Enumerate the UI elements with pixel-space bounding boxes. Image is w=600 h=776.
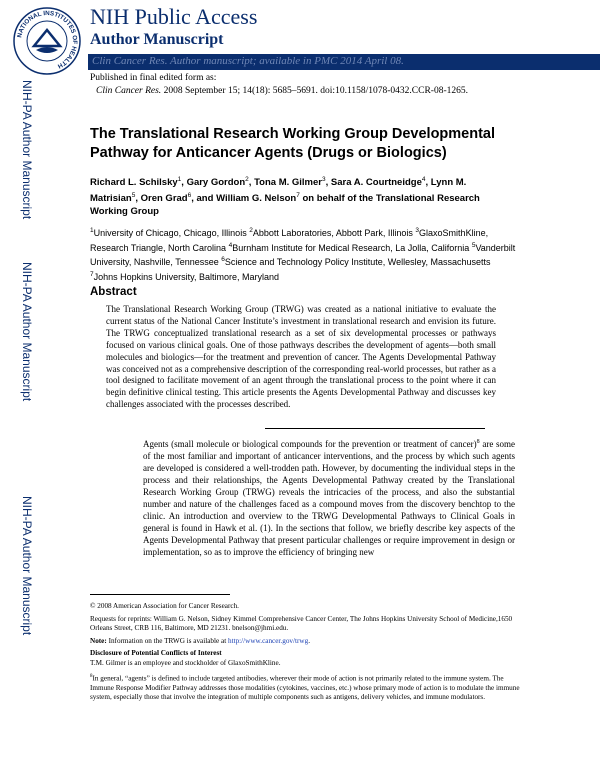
header-subtitle: Author Manuscript <box>90 31 224 48</box>
author-list <box>90 173 510 218</box>
author-name: William G. Nelson <box>216 193 297 205</box>
affil-text: Burnham Institute for Medical Research, La Jolla, California <box>232 242 472 253</box>
article-title: The Translational Research Working Group Developmental Pathway for Anticancer Agents (Drugs or Biologics) <box>90 126 496 161</box>
copyright-note: © 2008 American Association for Cancer Research. <box>90 602 239 610</box>
author-sep: , <box>425 177 431 189</box>
affil-sup: 4 <box>228 241 233 249</box>
trwg-note <box>90 637 520 647</box>
note-label: Note: <box>90 636 107 645</box>
affil-sup: 5 <box>471 241 476 249</box>
author-sup: 1 <box>177 176 182 183</box>
footnote-8-marker: 8 <box>90 673 93 679</box>
footnote-divider <box>90 594 230 595</box>
reprints-note: Requests for reprints: William G. Nelson, Sidney Kimmel Comprehensive Cancer Center, The Johns Hopkins University School of Medicine,1650 Orleans Street, CRB 116, Baltimore, MD 21231. bnelson@jhmi.edu. <box>90 614 513 633</box>
logo-text: NATIONAL INSTITUTES OF HEALTH <box>16 9 79 70</box>
disclosure-heading: Disclosure of Potential Conflicts of Interest <box>90 649 222 658</box>
disclosure-text: T.M. Gilmer is an employee and stockholder of GlaxoSmithKline. <box>90 658 281 667</box>
body-text-start: Agents (small molecule or biological compounds for the prevention or treatment of cancer) <box>143 439 477 449</box>
author-name: Sara A. Courtneidge <box>330 177 422 189</box>
author-sup: 2 <box>245 176 249 183</box>
author-sup: 3 <box>321 176 326 183</box>
affil-sup: 7 <box>90 270 94 278</box>
author-sup: 7 <box>296 192 300 200</box>
body-text-rest: are some of the most familiar and important of anticancer interventions, and the process by which such agents are developed is considered a well-trodden path. However, by documenting the individual steps in the process and their relationships, the Agents Developmental Pathway created by the Translational Research Working Group (TRWG) reveals the intricacies of the process, and also the substantial number and nature of the challenges faced as a compound moves from the discovery benchtop to the clinic. An introduction and overview to the TRWG Developmental Pathways to Clinical Goals in general is found in Hawk et al. (1). In the sections that follow, we briefly describe key aspects of the Agents Developmental Pathway that present particular challenges or require improvement in design or implementation, so as to improve the efficiency of bringing new <box>143 439 515 557</box>
citation-journal: Clin Cancer Res. <box>96 86 162 96</box>
author-name: Lynn M. Matrisian <box>90 177 467 205</box>
side-label-middle: NIH-PA Author Manuscript <box>20 262 34 402</box>
affil-text: University of Chicago, Chicago, Illinois <box>93 228 250 238</box>
side-label-top: NIH-PA Author Manuscript <box>20 80 34 220</box>
section-divider <box>265 428 485 429</box>
abstract-heading: Abstract <box>90 286 137 298</box>
header-title: NIH Public Access <box>90 4 258 29</box>
author-sep: , <box>325 177 331 189</box>
header-bar-text: Clin Cancer Res. Author manuscript; available in PMC 2014 April 08. <box>92 55 404 67</box>
affil-text: GlaxoSmithKline, Research Triangle, North Carolina <box>90 228 489 253</box>
author-sup: 5 <box>131 192 136 200</box>
author-sep: , and <box>191 193 217 205</box>
affil-text: Vanderbilt University, Nashville, Tennessee <box>90 242 516 268</box>
affiliations <box>90 225 520 283</box>
affil-sup: 3 <box>415 227 420 234</box>
author-name: Tona M. Gilmer <box>254 177 322 189</box>
footnotes <box>90 602 520 706</box>
footnote-8-text: In general, “agents” is defined to include targeted antibodies, wherever their mode of action is not primarily related to the immune system. The Immune Response Modifier Pathway addresses those modalities (cytokines, vaccines, etc.) whose primary mode of action is to modulate the immune system, especially those that involve the integration of multiple components such as antigens, delivery vehicles, and immune modulators. <box>90 673 520 702</box>
note-text: Information on the TRWG is available at <box>106 636 228 645</box>
footnote-8 <box>90 672 520 703</box>
affil-text: Abbott Laboratories, Abbott Park, Illinois <box>252 228 416 238</box>
citation-details: 2008 September 15; 14(18): 5685–5691. doi:10.1158/1078-0432.CCR-08-1265. <box>161 86 468 96</box>
author-sep: , <box>181 177 187 189</box>
author-sup: 6 <box>187 192 192 200</box>
author-sup: 4 <box>421 176 426 183</box>
header-citation-bar <box>88 54 600 70</box>
affil-sup: 6 <box>221 256 225 264</box>
author-sep: , <box>135 193 141 205</box>
side-label-bottom: NIH-PA Author Manuscript <box>20 496 34 636</box>
published-label: Published in final edited form as: <box>90 73 217 83</box>
abstract-text: The Translational Research Working Group (TRWG) was created as a national initiative to evaluate the current status of the National Cancer Institute’s investment in translational research and envision its future. The TRWG conceptualized translational research as a set of six developmental processes or pathways focused on various clinical goals. One of those pathways describes the development of agents—both small molecules and biologics—for the treatment and prevention of cancer. The Agents Developmental Pathway was conceived not as a comprehensive description of the corresponding real-world processes, but rather as a tool designed to facilitate movement of an agent through the translational process to the point where it can begin definitive clinical testing. This article presents the Agents Developmental Pathway and discusses key challenges associated with the processes described. <box>106 304 496 410</box>
author-sep: on behalf of the Translational Research Working Group <box>90 193 480 218</box>
note-end: . <box>308 636 310 645</box>
body-paragraph <box>143 436 515 558</box>
author-name: Richard L. Schilsky <box>90 177 178 189</box>
author-name: Oren Grad <box>140 193 188 205</box>
trwg-link[interactable]: http://www.cancer.gov/trwg <box>228 636 309 645</box>
affil-text: Science and Technology Policy Institute, Wellesley, Massachusetts <box>224 257 491 268</box>
affil-sup: 2 <box>249 227 253 234</box>
author-name: Gary Gordon <box>186 177 246 189</box>
nih-logo <box>12 6 82 76</box>
footnote-ref: 8 <box>476 439 480 445</box>
affil-text: Johns Hopkins University, Baltimore, Maryland <box>93 271 280 282</box>
affil-sup: 1 <box>90 227 94 234</box>
author-sep: , <box>248 177 255 189</box>
citation <box>96 86 468 96</box>
